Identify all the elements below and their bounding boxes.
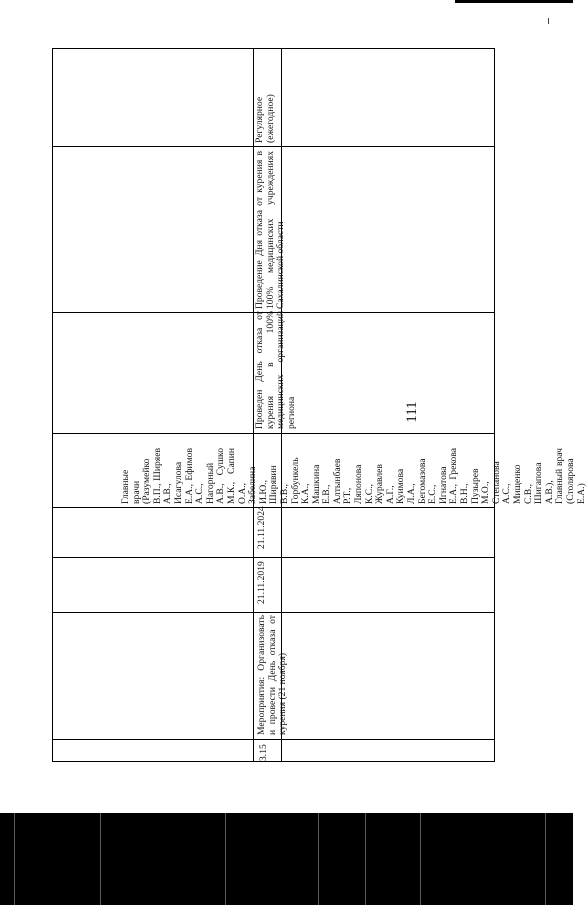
bar-divider	[545, 813, 546, 905]
table	[52, 48, 587, 762]
row-divider	[53, 433, 494, 434]
cell-start-date: 21.11.2019	[256, 561, 267, 604]
cell-index: 3.15	[258, 744, 269, 761]
bar-divider	[318, 813, 319, 905]
bar-divider	[420, 813, 421, 905]
scan-tick	[548, 18, 549, 24]
bar-divider	[100, 813, 101, 905]
row-divider	[53, 146, 494, 147]
row-divider	[53, 557, 494, 558]
cell-indicator: Проведение Дня отказа от курения в 100% медицинских учреждениях Сахалинской области	[254, 151, 287, 309]
row-divider	[53, 507, 494, 508]
cell-end-date: 21.11.2024	[256, 506, 267, 549]
row-divider	[53, 739, 494, 740]
cell-responsible: Главные врачи (Разумейко В.П., Ширяев А.В., Исагулова Е.А., Ефимов А.С., Нагорный А.В., Сушко М.К., Сапин О.А., Забелина И.Ю., Ширявин В.В., Горбункель К.А., Машкина Е.В., Алтынбаев Р.Т., Ляпонова К.С., Журавлев А.Г., Куимова Л.А., Бегомазова Е.С., Игнатова Е.А., Грекова В.Н., Пузырев М.О., Степанова А.С., Мищенко С.В., Шигапова А.В.), Главный врач (Столярова Е.А.)	[120, 448, 587, 504]
bar-divider	[225, 813, 226, 905]
page-number: 111	[404, 401, 420, 423]
cell-event: Мероприятия: Организовать и провести День отказа от курения (21 ноября)	[256, 615, 289, 735]
scan-bottom-bar	[0, 813, 573, 905]
cell-periodicity: Регулярное (ежегодное)	[254, 94, 276, 143]
row-divider	[53, 612, 494, 613]
bar-divider	[365, 813, 366, 905]
cell-result: Проведен День отказа от курения в 100% медицинских организаций региона	[254, 311, 297, 429]
top-scan-mark	[455, 0, 573, 3]
bar-divider	[14, 813, 15, 905]
